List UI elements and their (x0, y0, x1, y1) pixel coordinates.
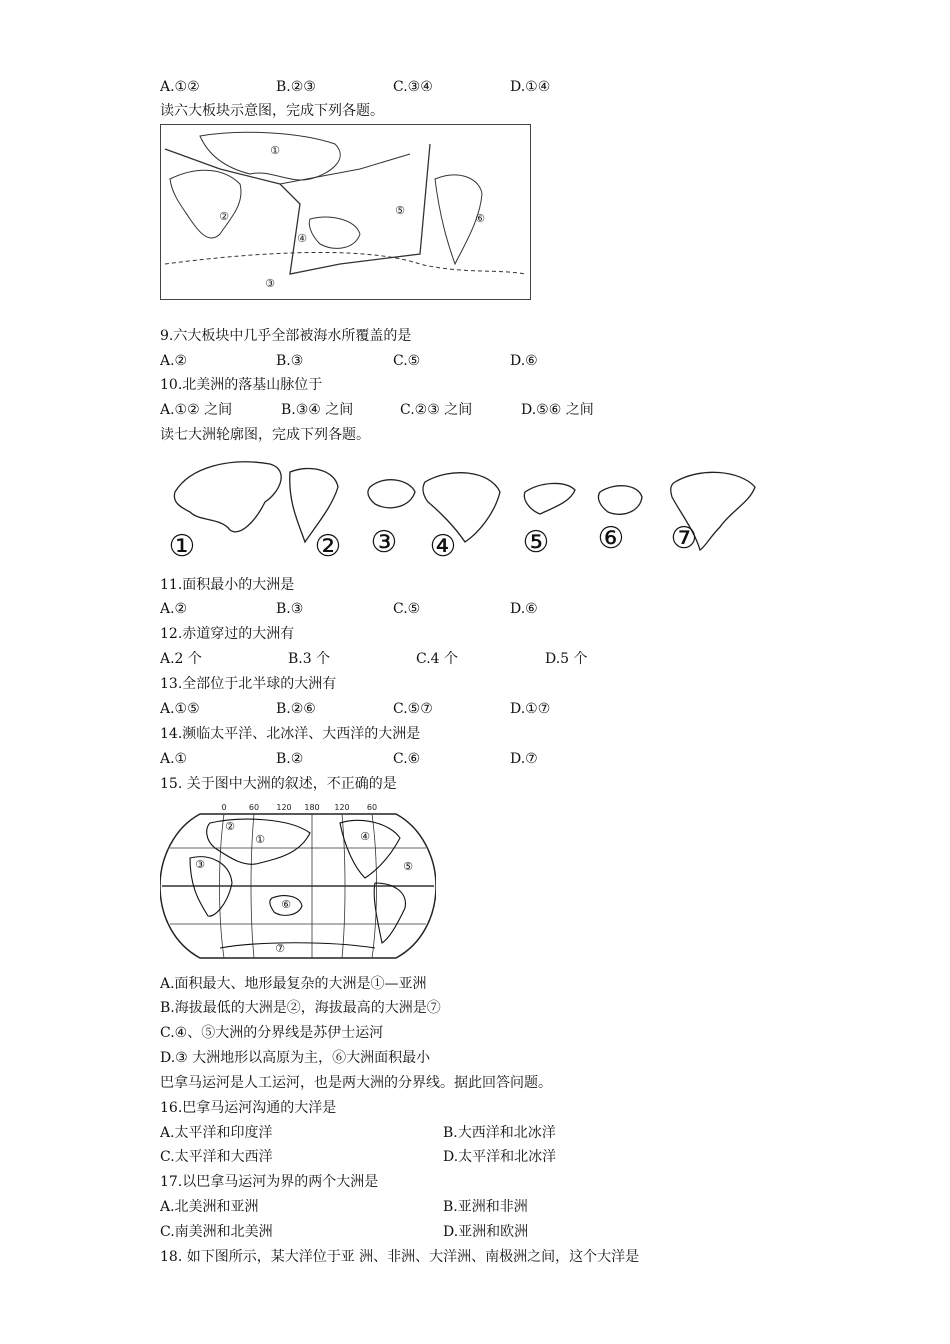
q9-option-b: B.③ (276, 353, 304, 369)
continent-label-4: ④ (429, 529, 457, 562)
q16-option-c: C.太平洋和大西洋 (160, 1149, 273, 1165)
continent-label-3: ③ (370, 525, 398, 560)
q11-stem: 11.面积最小的大洲是 (160, 577, 295, 593)
q11-option-c: C.⑤ (393, 601, 421, 617)
q14-option-a: A.① (160, 751, 188, 767)
world-label-3: ③ (195, 858, 205, 871)
q9-stem: 9.六大板块中几乎全部被海水所覆盖的是 (160, 328, 412, 344)
continent-label-2: ② (314, 529, 342, 562)
lon-label-0: 0 (221, 803, 227, 812)
plate-label-5: ⑤ (395, 204, 405, 217)
q15-option-b: B.海拔最低的大洲是②，海拔最高的大洲是⑦ (160, 1000, 441, 1016)
continent-label-7: ⑦ (670, 521, 698, 556)
q10-option-a: A.①② 之间 (160, 402, 233, 418)
intro-panama: 巴拿马运河是人工运河，也是两大洲的分界线。据此回答问题。 (160, 1075, 552, 1091)
q10-option-c: C.②③ 之间 (400, 402, 473, 418)
option-a: A.①② (160, 79, 200, 95)
q14-option-c: C.⑥ (393, 751, 421, 767)
continent-label-6: ⑥ (597, 521, 625, 556)
q9-option-a: A.② (160, 353, 188, 369)
q12-option-c: C.4 个 (416, 651, 459, 667)
q9-option-d: D.⑥ (510, 353, 538, 369)
continent-label-5: ⑤ (522, 525, 550, 560)
q15-option-a: A.面积最大、地形最复杂的大洲是①—亚洲 (160, 976, 427, 992)
q11-option-a: A.② (160, 601, 188, 617)
q13-option-c: C.⑤⑦ (393, 701, 433, 717)
plate-label-4: ④ (297, 232, 307, 245)
intro-plates: 读六大板块示意图，完成下列各题。 (160, 103, 384, 119)
q14-option-b: B.② (276, 751, 304, 767)
world-label-4: ④ (360, 830, 370, 843)
q15-stem: 15. 关于图中大洲的叙述，不正确的是 (160, 776, 397, 792)
q16-stem: 16.巴拿马运河沟通的大洋是 (160, 1100, 337, 1116)
option-b: B.②③ (276, 79, 316, 95)
q9-option-c: C.⑤ (393, 353, 421, 369)
world-label-7: ⑦ (275, 942, 285, 955)
q11-option-b: B.③ (276, 601, 304, 617)
q17-stem: 17.以巴拿马运河为界的两个大洲是 (160, 1174, 379, 1190)
q14-option-d: D.⑦ (510, 751, 538, 767)
q17-option-d: D.亚洲和欧洲 (443, 1224, 529, 1240)
q11-option-d: D.⑥ (510, 601, 538, 617)
q15-option-d: D.③ 大洲地形以高原为主，⑥大洲面积最小 (160, 1050, 431, 1066)
plate-map-figure (160, 124, 531, 300)
q16-option-a: A.太平洋和印度洋 (160, 1125, 273, 1141)
lon-label-180: 180 (304, 803, 320, 812)
q14-stem: 14.濒临太平洋、北冰洋、大西洋的大洲是 (160, 726, 421, 742)
q13-option-a: A.①⑤ (160, 701, 200, 717)
q12-stem: 12.赤道穿过的大洲有 (160, 626, 295, 642)
q10-option-d: D.⑤⑥ 之间 (521, 402, 594, 418)
option-c: C.③④ (393, 79, 433, 95)
q12-option-d: D.5 个 (545, 651, 588, 667)
world-label-1: ① (255, 833, 265, 846)
option-d: D.①④ (510, 79, 551, 95)
q10-stem: 10.北美洲的落基山脉位于 (160, 377, 323, 393)
q17-option-a: A.北美洲和亚洲 (160, 1199, 259, 1215)
q16-option-b: B.大西洋和北冰洋 (443, 1125, 556, 1141)
q13-stem: 13.全部位于北半球的大洲有 (160, 676, 337, 692)
plate-label-1: ① (270, 144, 280, 157)
continent-outlines-figure (160, 452, 760, 562)
plate-label-6: ⑥ (475, 212, 485, 225)
q10-option-b: B.③④ 之间 (281, 402, 354, 418)
q16-option-d: D.太平洋和北冰洋 (443, 1149, 557, 1165)
q18-stem: 18. 如下图所示，某大洋位于亚 洲、非洲、大洋洲、南极洲之间，这个大洋是 (160, 1249, 640, 1265)
lon-label-60: 60 (248, 803, 260, 812)
q13-option-b: B.②⑥ (276, 701, 316, 717)
plate-label-3: ③ (265, 277, 275, 290)
lon-label-120w: 120 (334, 803, 350, 812)
world-label-2: ② (225, 820, 235, 833)
q12-option-b: B.3 个 (288, 651, 331, 667)
lon-label-120: 120 (276, 803, 292, 812)
q17-option-c: C.南美洲和北美洲 (160, 1224, 273, 1240)
continent-label-1: ① (168, 529, 196, 562)
world-label-5: ⑤ (403, 860, 413, 873)
q12-option-a: A.2 个 (160, 651, 202, 667)
world-map-figure (160, 798, 436, 964)
plate-label-2: ② (219, 210, 229, 223)
q17-option-b: B.亚洲和非洲 (443, 1199, 528, 1215)
q15-option-c: C.④、⑤大洲的分界线是苏伊士运河 (160, 1025, 384, 1041)
intro-continents: 读七大洲轮廓图，完成下列各题。 (160, 427, 370, 443)
q13-option-d: D.①⑦ (510, 701, 551, 717)
world-label-6: ⑥ (281, 898, 291, 911)
lon-label-60w: 60 (366, 803, 378, 812)
